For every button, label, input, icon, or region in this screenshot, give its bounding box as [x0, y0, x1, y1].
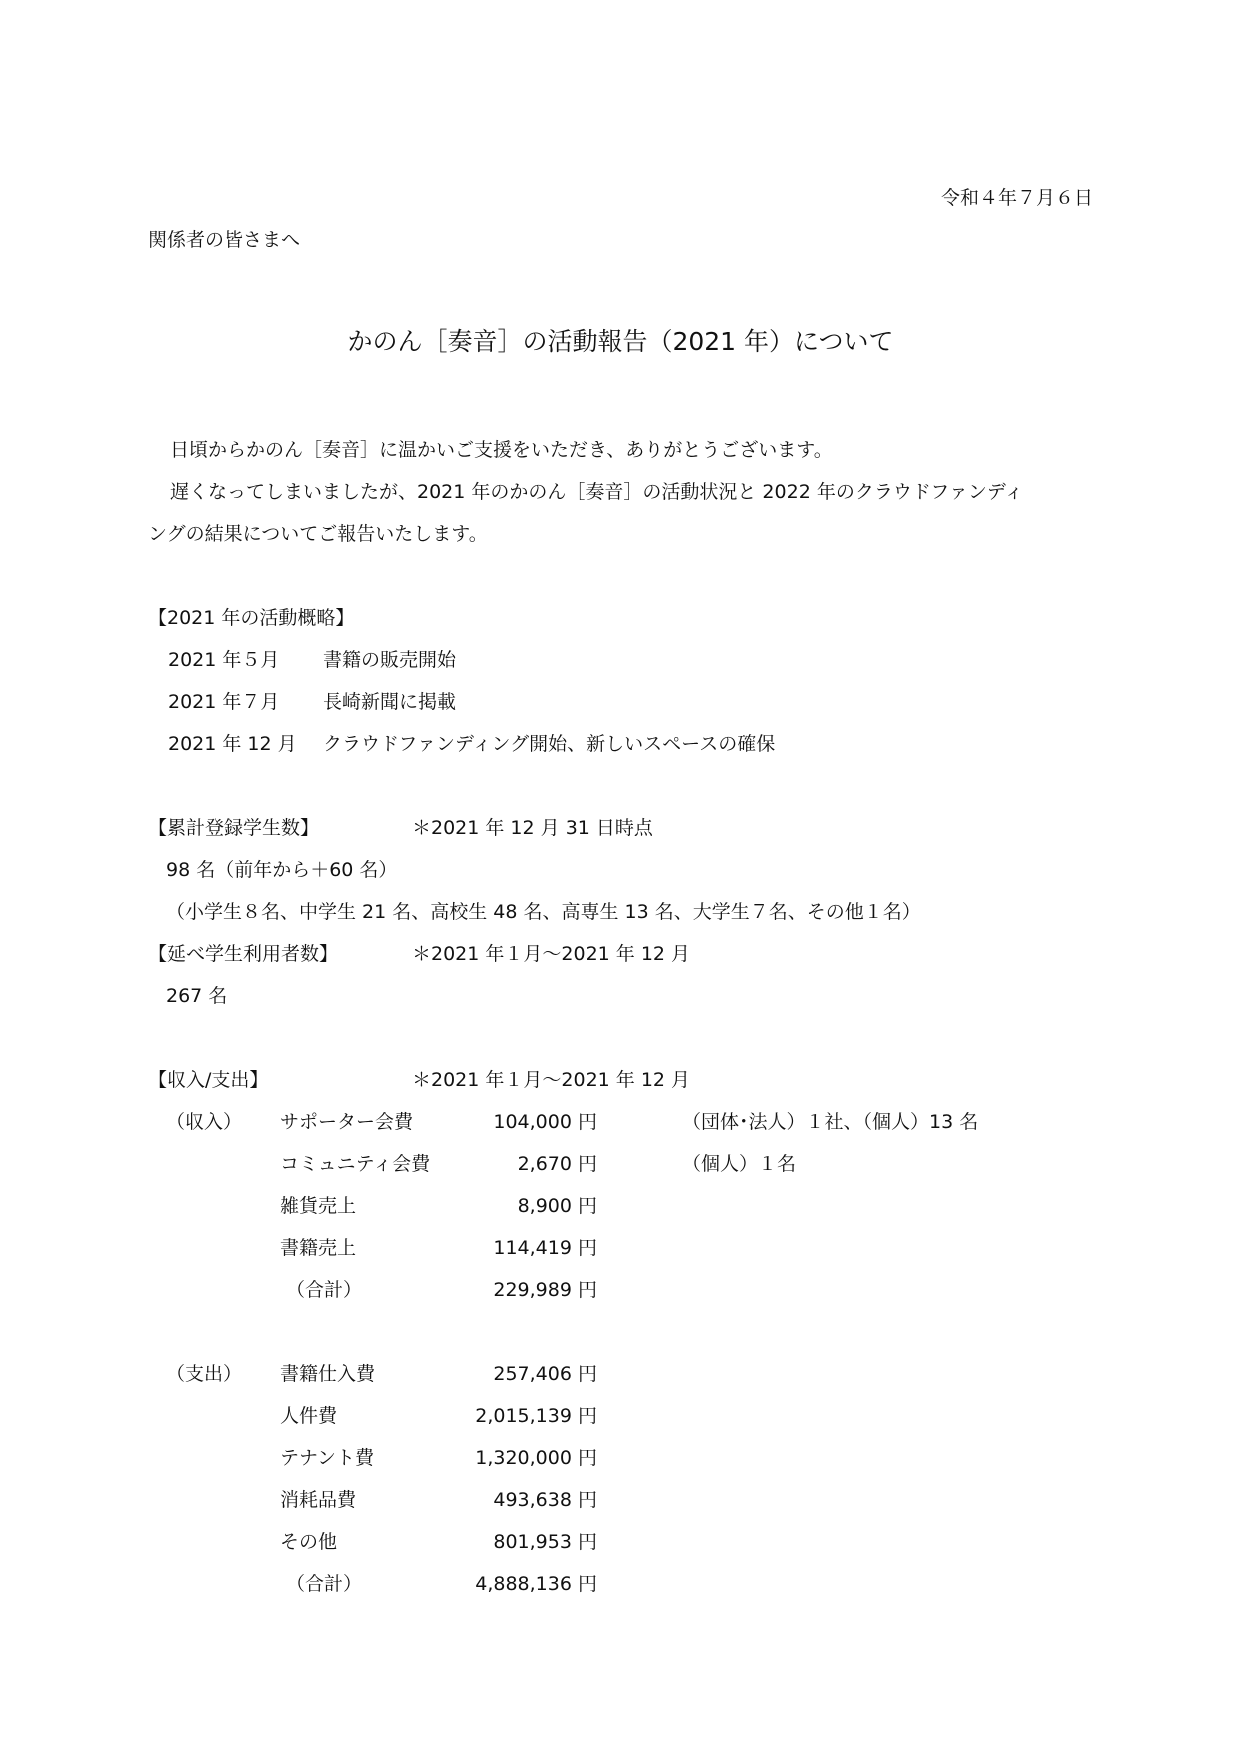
page-title: かのん［奏音］の活動報告（2021 年）について — [347, 327, 894, 356]
usage-heading: 【延べ学生利用者数】 — [148, 943, 339, 965]
students-breakdown: （小学生８名、中学生 21 名、高校生 48 名、高専生 13 名、大学生７名、その他１名） — [166, 901, 921, 923]
expense-amount: 2,015,139 円 — [475, 1405, 597, 1427]
finance-heading: 【収入/支出】 — [148, 1069, 269, 1091]
expense-total-amount: 4,888,136 円 — [475, 1573, 597, 1595]
income-note: （団体･法人）１社、（個人）13 名 — [682, 1111, 979, 1133]
expense-amount: 257,406 円 — [493, 1363, 597, 1385]
income-item: 雑貨売上 — [280, 1195, 357, 1217]
activity-text: 長崎新聞に掲載 — [323, 691, 457, 713]
intro-line-1: 日頃からかのん［奏音］に温かいご支援をいただき、ありがとうございます。 — [170, 439, 833, 461]
intro-line-3: ングの結果についてご報告いたします。 — [148, 523, 488, 545]
students-note: ＊2021 年 12 月 31 日時点 — [412, 817, 653, 839]
recipient: 関係者の皆さまへ — [148, 229, 301, 251]
expense-item: テナント費 — [280, 1447, 375, 1469]
income-item: サポーター会費 — [280, 1111, 414, 1133]
income-amount: 8,900 円 — [517, 1195, 597, 1217]
expense-label: （支出） — [166, 1363, 243, 1385]
income-item: 書籍売上 — [280, 1237, 357, 1259]
intro-line-2: 遅くなってしまいましたが、2021 年のかのん［奏音］の活動状況と 2022 年のクラウドファンディ — [170, 481, 1024, 503]
income-amount: 104,000 円 — [493, 1111, 597, 1133]
expense-item: 書籍仕入費 — [280, 1363, 376, 1385]
activity-heading: 【2021 年の活動概略】 — [148, 607, 355, 629]
finance-note: ＊2021 年１月～2021 年 12 月 — [412, 1069, 691, 1091]
expense-amount: 493,638 円 — [493, 1489, 597, 1511]
students-total: 98 名（前年から＋60 名） — [166, 859, 398, 881]
income-amount: 2,670 円 — [517, 1153, 597, 1175]
income-total-label: （合計） — [286, 1279, 363, 1301]
students-heading: 【累計登録学生数】 — [148, 817, 320, 839]
expense-item: 消耗品費 — [280, 1489, 357, 1511]
date: 令和４年７月６日 — [940, 187, 1093, 209]
expense-amount: 1,320,000 円 — [475, 1447, 597, 1469]
usage-total: 267 名 — [166, 985, 228, 1007]
income-note: （個人）１名 — [682, 1153, 797, 1175]
expense-total-label: （合計） — [286, 1573, 363, 1595]
income-label: （収入） — [166, 1111, 243, 1133]
usage-note: ＊2021 年１月～2021 年 12 月 — [412, 943, 691, 965]
expense-amount: 801,953 円 — [493, 1531, 597, 1553]
activity-text: クラウドファンディング開始、新しいスペースの確保 — [323, 733, 776, 755]
activity-date: 2021 年７月 — [168, 691, 280, 713]
activity-date: 2021 年 12 月 — [168, 733, 297, 755]
expense-item: その他 — [280, 1531, 338, 1553]
income-item: コミュニティ会費 — [280, 1153, 431, 1175]
income-total-amount: 229,989 円 — [493, 1279, 597, 1301]
income-amount: 114,419 円 — [493, 1237, 597, 1259]
activity-text: 書籍の販売開始 — [323, 649, 457, 671]
activity-date: 2021 年５月 — [168, 649, 280, 671]
expense-item: 人件費 — [280, 1405, 338, 1427]
